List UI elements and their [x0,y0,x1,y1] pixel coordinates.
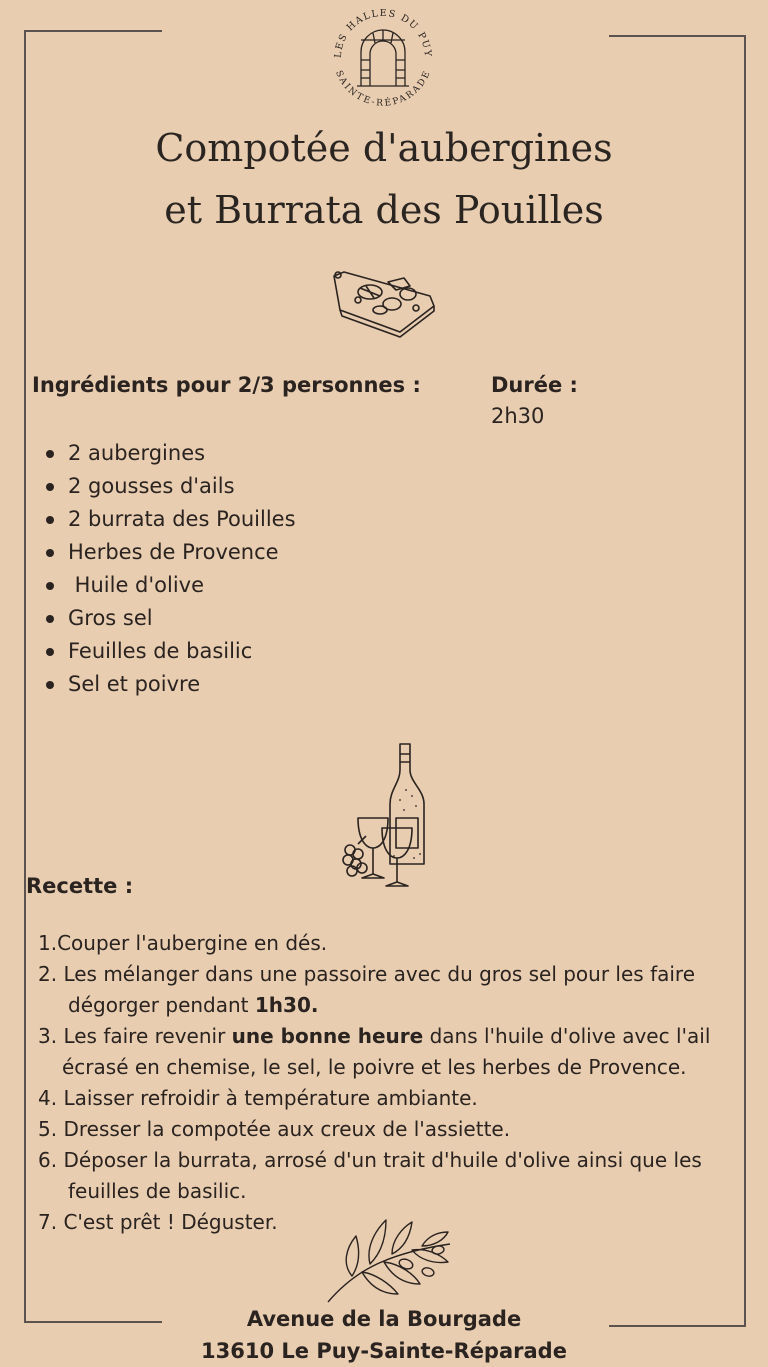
duration-heading: Durée : [491,373,578,397]
ingredients-list [40,437,296,701]
list-item: Feuilles de basilic [40,635,296,668]
charcuterie-board-icon [330,266,440,338]
list-item: 2 aubergines [40,437,296,470]
duration-value: 2h30 [491,404,545,428]
svg-text:SAINTE-RÉPARADE [333,69,433,109]
logo-top-text: LES HALLES DU PUY [332,7,434,59]
arch-icon [357,30,409,86]
frame-top-left [24,30,162,32]
recipe-steps [38,928,748,1238]
frame-top-right [609,35,746,37]
olive-branch-icon [322,1214,456,1306]
list-item: Sel et poivre [40,668,296,701]
list-item: 7. C'est prêt ! Déguster. [38,1210,278,1234]
recipe-heading: Recette : [26,874,134,898]
wine-bottle-glasses-icon [340,740,432,890]
list-item: 5. Dresser la compotée aux creux de l'assiette. [38,1117,511,1141]
list-item: 2 burrata des Pouilles [40,503,296,536]
logo-bottom-text: SAINTE-RÉPARADE [333,69,433,109]
ingredients-heading: Ingrédients pour 2/3 personnes : [32,373,421,397]
recipe-title [0,117,768,241]
list-item: 2. Les mélanger dans une passoire avec du gros sel pour les faire dégorger pendant 1h30. [38,962,696,1017]
list-item: Gros sel [40,602,296,635]
list-item: Huile d'olive [40,569,296,602]
address-street: Avenue de la Bourgade [246,1307,522,1331]
address-city: 13610 Le Puy-Sainte-Réparade [201,1339,567,1363]
list-item: 3. Les faire revenir une bonne heure dans l'huile d'olive avec l'ail écrasé en chemise, le sel, le poivre et les herbes de Provence. [38,1024,711,1079]
title-line-2: et Burrata des Pouilles [164,188,604,232]
list-item: 4. Laisser refroidir à température ambiante. [38,1086,478,1110]
title-line-1: Compotée d'aubergines [155,126,613,170]
list-item: Herbes de Provence [40,536,296,569]
halles-logo [327,0,439,112]
list-item: 2 gousses d'ails [40,470,296,503]
list-item: 1.Couper l'aubergine en dés. [38,931,328,955]
list-item: 6. Déposer la burrata, arrosé d'un trait d'huile d'olive ainsi que les feuilles de basilic. [38,1148,702,1203]
